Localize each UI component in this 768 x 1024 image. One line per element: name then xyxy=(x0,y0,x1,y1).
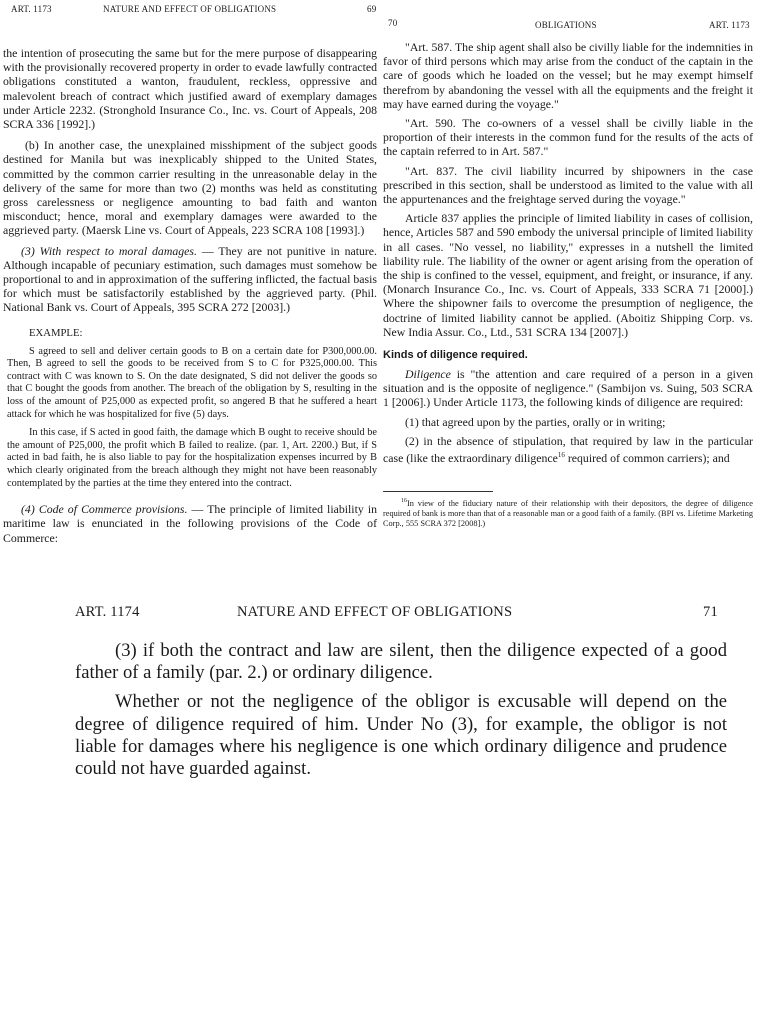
quoted-article: "Art. 590. The co-owners of a vessel shall be civilly liable in the proportion of their interests in the common fund for the results of the acts of the captain referred to in Art. 587." xyxy=(383,116,753,159)
paragraph-lead: Diligence xyxy=(405,367,451,382)
footnote-text: In view of the fiduciary nature of their relationship with their depositors, the degree of diligence required of bank is more than that of a reasonable man or a good faith of a family. (BPI vs. Lifetime Marketing Corp., 555 SCRA 372 [2008].) xyxy=(383,498,753,528)
list-item: (1) that agreed upon by the parties, orally or in writing; xyxy=(405,414,666,429)
right-page-header xyxy=(383,16,753,40)
left-page-header xyxy=(3,4,377,28)
list-item-text: (2) in the absence of stipulation, that required by law in the particular case (like the extraordinary diligence xyxy=(383,433,753,465)
paragraph: Whether or not the negligence of the obligor is excusable will depend on the degree of diligence required of him. Under No (3), for example, the obligor is not liable for damages where his negligence is one which ordinary diligence and prudence could not have guarded against. xyxy=(75,691,727,780)
list-item-text: required of common carriers); and xyxy=(564,451,730,465)
paragraph-lead: (4) Code of Commerce provisions. xyxy=(21,502,188,517)
paragraph-body: — They are not punitive in nature. Although incapable of pecuniary estimation, such damages must somehow be proportional to and in approximation of the suffering inflicted, the factual basis for which must be satisfactorily established by the aggrieved party. (Phil. National Bank vs. Court of Appeals, 395 SCRA 272 [2003].) xyxy=(3,243,377,315)
example-paragraph: S agreed to sell and deliver certain goods to B on a certain date for P300,000.00. Then, B agreed to sell the goods to be received from S to C for P325,000.00. This contract with C was known to S. On the date designated, S did not deliver the goods so that C bought the goods from another. The breach of the obligation by S, resulting in the loss of the amount of P25,000 as expected profit, so angered B that he suffered a heart attack for which he was hospitalized for five (5) days. xyxy=(7,345,377,420)
left-header-title: NATURE AND EFFECT OF OBLIGATIONS xyxy=(103,4,277,14)
paragraph xyxy=(3,244,377,315)
footnote-marker: 16 xyxy=(557,451,565,460)
right-page xyxy=(383,16,753,529)
bottom-header-page-number: 71 xyxy=(703,604,718,620)
list-item xyxy=(383,434,753,465)
bottom-page-header xyxy=(75,600,727,640)
paragraph-body: — The principle of limited liability in maritime law is enunciated in the following provisions of the Code of Commerce: xyxy=(3,502,377,545)
paragraph-lead: (3) With respect to moral damages. xyxy=(21,243,197,258)
quoted-article: "Art. 837. The civil liability incurred by shipowners in the case prescribed in this section, shall be understood as limited to the value with all the appurtenances and the freightage served during the voyage." xyxy=(383,163,753,207)
paragraph-body: is "the attention and care required of a person in a given situation and is the opposite of negligence." (Sambijon vs. Suing, 503 SCRA 1 [2006].) Under Article 1173, the following kinds of diligence are required: xyxy=(383,367,753,410)
bottom-page xyxy=(75,600,727,780)
paragraph: the intention of prosecuting the same but for the mere purpose of disappearing with the provisionally recovered property in order to evade lawfully contracted obligations constituted a wanton, fraudulent, reckless, oppressive and malevolent breach of contract which justified award of exemplary damages under Article 2232. (Stronghold Insurance Co., Inc. vs. Court of Appeals, 208 SCRA 336 [1992].) xyxy=(3,46,377,132)
left-header-page-number: 69 xyxy=(367,4,377,14)
footnote-number: 16 xyxy=(401,498,407,505)
paragraph: Article 837 applies the principle of limited liability in cases of collision, hence, Articles 587 and 590 embody the universal principle of limited liability in all cases. "No vessel, no liability," expresses in a nutshell the limited liability rule. The liability of the owner or agent arising from the operation of the ship is confined to the vessel, equipment, and freight, or insurance, if any. (Monarch Insurance Co., Inc. vs. Court of Appeals, 333 SCRA 71 [2000].) Where the shipowner fails to overcome the presumption of negligence, the doctrine of limited liability cannot be applied. (Aboitiz Shipping Corp. vs. New India Assur. Co., Ltd., 531 SCRA 134 [2007].) xyxy=(383,211,753,339)
bottom-header-article: ART. 1174 xyxy=(75,604,140,620)
paragraph xyxy=(383,367,753,410)
example-label: EXAMPLE: xyxy=(29,326,83,339)
paragraph xyxy=(3,502,377,545)
bottom-header-title: NATURE AND EFFECT OF OBLIGATIONS xyxy=(237,604,513,620)
left-header-article: ART. 1173 xyxy=(11,4,52,14)
footnote-divider xyxy=(383,491,493,492)
section-heading: Kinds of diligence required. xyxy=(383,349,528,362)
paragraph: (3) if both the contract and law are silent, then the diligence expected of a good father of a family (par. 2.) or ordinary diligence. xyxy=(75,640,727,684)
example-paragraph: In this case, if S acted in good faith, the damage which B ought to receive should be the amount of P25,000, the profit which B failed to realize. (par. 1, Art. 2200.) But, if S acted in bad faith, he is also liable to pay for the hospitalization expenses incurred by B which clearly originated from the breach although they might not have been reasonably contemplated by the parties at the time they entered into the contract. xyxy=(7,427,377,489)
right-header-article: ART. 1173 xyxy=(709,20,750,30)
footnote xyxy=(383,496,753,529)
right-header-title: OBLIGATIONS xyxy=(535,20,597,30)
left-page xyxy=(3,4,377,545)
quoted-article: "Art. 587. The ship agent shall also be civilly liable for the indemnities in favor of third persons which may arise from the conduct of the captain in the care of goods which he loaded on the vessel; but he may exempt himself therefrom by abandoning the vessel with all the equipments and the freight it may have earned during the voyage." xyxy=(383,40,753,111)
paragraph: (b) In another case, the unexplained misshipment of the subject goods destined for Manila but was inexplicably shipped to the United States, committed by the common carrier resulting in the unreasonable delay in the delivery of the same for more than two (2) months was held as constituting gross carelessness or negligence amounting to bad faith and wanton misconduct; hence, moral and exemplary damages were awarded to the aggrieved party. (Maersk Line vs. Court of Appeals, 223 SCRA 108 [1993].) xyxy=(3,138,377,238)
right-header-page-number: 70 xyxy=(388,18,398,28)
